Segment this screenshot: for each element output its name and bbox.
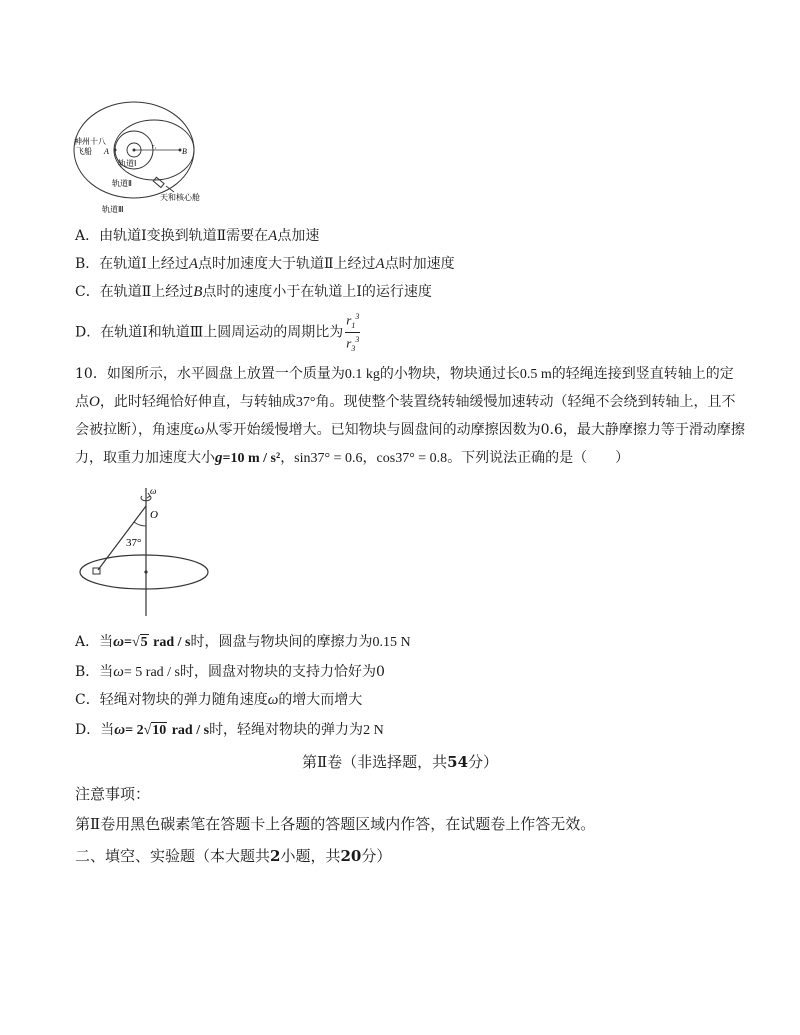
q10-option-a: A．当ω=√5 rad / s时，圆盘与物块间的摩擦力为0.15 N <box>75 634 411 650</box>
fig2-label-angle: 37° <box>126 537 142 549</box>
rotating-disk-diagram <box>74 482 214 620</box>
q10-option-d: D．当ω= 2√10 rad / s时，轻绳对物块的弹力为2 N <box>75 722 384 738</box>
q10-option-c: C．轻绳对物块的弹力随角速度ω的增大而增大 <box>75 692 363 708</box>
answer-instruction: 第Ⅱ卷用黑色碳素笔在答题卡上各题的答题区域内作答，在试题卷上作答无效。 <box>75 815 596 833</box>
fig1-label-orbit1: 轨道Ⅰ <box>118 159 137 168</box>
q9-option-a: A．由轨道Ⅰ变换到轨道Ⅱ需要在A点加速 <box>75 228 320 244</box>
q9-option-b: B．在轨道Ⅰ上经过A点时加速度大于轨道Ⅱ上经过A点时加速度 <box>75 256 455 272</box>
part-2-heading: 二、填空、实验题（本大题共2小题，共20分） <box>75 847 392 865</box>
q10-option-b: B．当ω= 5 rad / s时，圆盘对物块的支持力恰好为0 <box>75 664 385 680</box>
fig1-label-station: 天和核心舱 <box>160 193 200 202</box>
q10-line-3: 会被拉断），角速度ω从零开始缓慢增大。已知物块与圆盘间的动摩擦因数为0.6，最大静摩擦力等于滑动摩擦 <box>75 422 745 438</box>
fig1-label-B: B <box>182 147 187 156</box>
fig2-label-O: O <box>150 509 158 521</box>
fig1-label-A: A <box>104 147 109 156</box>
fig1-label-ship2: 飞船 <box>76 147 92 156</box>
q10-line-1: 10．如图所示，水平圆盘上放置一个质量为0.1 kg的小物块，物块通过长0.5 m的轻绳连接到竖直转轴上的定 <box>75 366 734 382</box>
notice-heading: 注意事项： <box>75 785 151 803</box>
orbit-diagram <box>72 100 202 218</box>
q10-line-4: 力，取重力加速度大小g=10 m / s²，sin37° = 0.6，cos37° = 0.8。下列说法正确的是（ ） <box>75 450 630 466</box>
q9-option-c: C．在轨道Ⅱ上经过B点时的速度小于在轨道上Ⅰ的运行速度 <box>75 284 432 300</box>
fig1-label-orbit2: 轨道Ⅱ <box>112 179 132 188</box>
fig1-label-ship: 神州十八 <box>74 137 106 146</box>
period-ratio-fraction: $\frac{r_1^3}{r_3^3}$ <box>346 312 360 353</box>
q10-line-2: 点O，此时轻绳恰好伸直，与转轴成37°角。现使整个装置绕转轴缓慢加速转动（轻绳不会绕到转轴上，且不 <box>75 394 736 410</box>
fig1-label-orbit3: 轨道Ⅲ <box>102 205 124 214</box>
fig2-label-omega: ω <box>150 486 157 496</box>
fig1-label-r1: r₁ <box>152 144 157 150</box>
q9-option-d: D．在轨道Ⅰ和轨道Ⅲ上圆周运动的周期比为 $\frac{r_1^3}{r_3^3}$ <box>75 312 360 353</box>
section-2-title: 第Ⅱ卷（非选择题，共54分） <box>301 753 499 771</box>
